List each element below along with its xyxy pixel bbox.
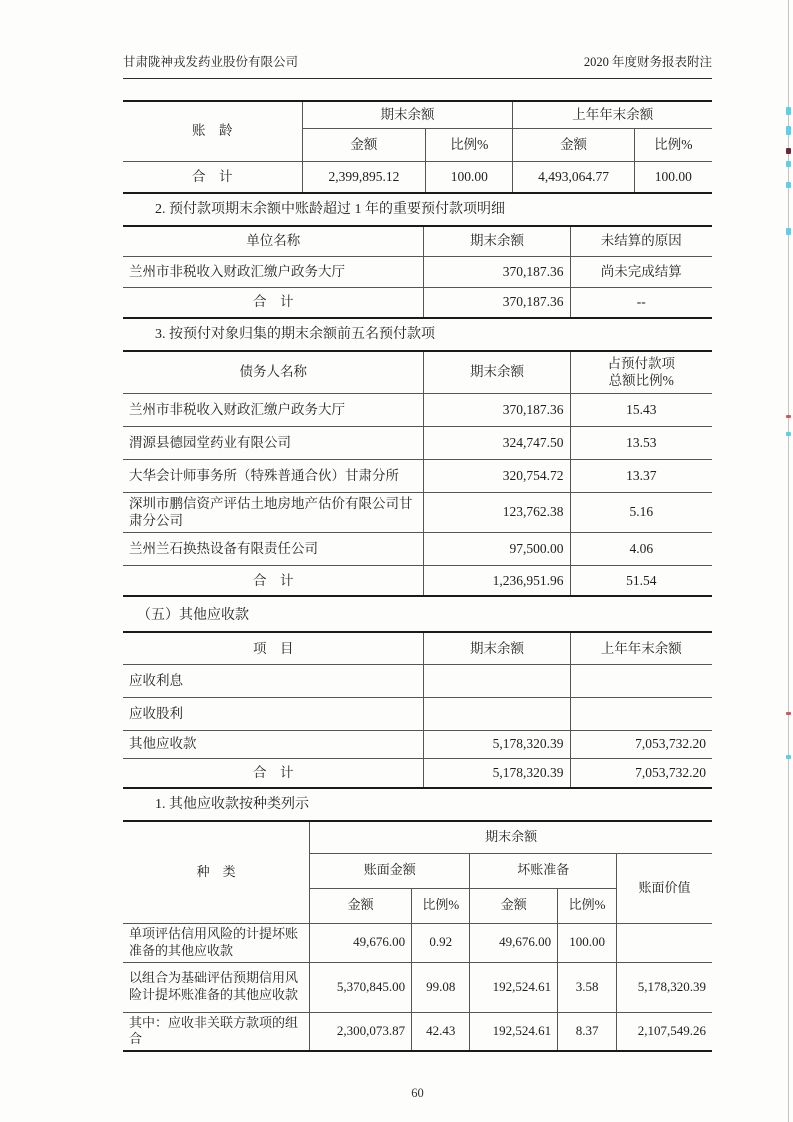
table-header-row	[123, 101, 712, 128]
column-header-book-amount: 账面金额	[310, 853, 470, 888]
cell-type: 单项评估信用风险的计提坏账准备的其他应收款	[123, 923, 310, 962]
cell-item: 应收股利	[123, 697, 424, 730]
table-header-row	[123, 351, 712, 393]
scan-artifact-cyan-tick	[786, 161, 791, 167]
column-header-closing-balance: 期末余额	[424, 226, 570, 256]
scan-artifact-cyan-tick	[786, 107, 791, 115]
section-3-heading: 3. 按预付对象归集的期末余额前五名预付款项	[155, 327, 435, 342]
cell-entity-name: 兰州市非税收入财政汇缴户政务大厅	[123, 256, 424, 287]
cell-amount: 2,300,073.87	[310, 1012, 412, 1051]
scan-artifact-cyan-tick	[786, 228, 791, 235]
column-header-ratio: 比例%	[634, 128, 712, 161]
table-row	[123, 459, 712, 492]
scan-artifact-red-tick	[786, 415, 791, 418]
prepaid-top5-table	[123, 350, 712, 597]
cell-reason: 尚未完成结算	[570, 256, 712, 287]
cell-amount: 370,187.36	[424, 393, 570, 426]
cell-amount: 4,493,064.77	[513, 161, 634, 193]
scan-artifact-red-tick	[786, 712, 791, 715]
cell-ratio: 100.00	[426, 161, 513, 193]
scan-artifact-maroon-tick	[786, 148, 791, 154]
scan-artifact-cyan-tick	[786, 182, 791, 188]
page-number: 60	[411, 1086, 424, 1101]
table-row	[123, 730, 712, 758]
section-5-heading: （五）其他应收款	[137, 608, 249, 624]
cell-amount: 7,053,732.20	[570, 730, 712, 758]
cell-amount	[570, 664, 712, 697]
aging-summary-table	[123, 100, 712, 194]
cell-amount: 370,187.36	[424, 256, 570, 287]
table-row	[123, 532, 712, 565]
ratio-header-line2: 总额比例%	[608, 373, 674, 389]
cell-amount: 49,676.00	[470, 923, 558, 962]
cell-reason: --	[570, 287, 712, 318]
cell-carrying-value: 5,178,320.39	[617, 962, 712, 1012]
column-header-amount: 金额	[302, 128, 426, 161]
column-header-unsettled-reason: 未结算的原因	[570, 226, 712, 256]
column-header-carrying-value: 账面价值	[617, 853, 712, 923]
cell-ratio: 100.00	[558, 923, 617, 962]
cell-amount: 5,178,320.39	[424, 758, 570, 788]
cell-amount: 49,676.00	[310, 923, 412, 962]
cell-ratio: 13.53	[570, 426, 712, 459]
other-receivables-by-type-table	[123, 820, 712, 1052]
column-header-prior-year-balance: 上年年末余额	[570, 632, 712, 664]
table-row	[123, 256, 712, 287]
total-row	[123, 758, 712, 788]
cell-debtor-name: 大华会计师事务所（特殊普通合伙）甘肃分所	[123, 459, 424, 492]
column-header-ratio: 比例%	[558, 888, 617, 923]
column-header-aging: 账 龄	[123, 101, 302, 161]
company-name: 甘肃陇神戎发药业股份有限公司	[123, 55, 299, 69]
column-header-item: 项 目	[123, 632, 424, 664]
cell-type: 其中：应收非关联方款项的组合	[129, 1014, 299, 1047]
document-header	[123, 52, 712, 79]
table-row	[123, 393, 712, 426]
cell-ratio: 3.58	[558, 962, 617, 1012]
table-row	[123, 426, 712, 459]
table-row	[123, 492, 712, 532]
page-content	[123, 0, 712, 1101]
cell-amount: 97,500.00	[424, 532, 570, 565]
column-header-entity-name: 单位名称	[123, 226, 424, 256]
table-header-row	[123, 226, 712, 256]
other-receivables-table	[123, 631, 712, 789]
cell-carrying-value: 2,107,549.26	[617, 1012, 712, 1051]
cell-ratio: 13.37	[570, 459, 712, 492]
total-row	[123, 565, 712, 596]
cell-amount: 320,754.72	[424, 459, 570, 492]
cell-ratio: 15.43	[570, 393, 712, 426]
cell-amount	[424, 697, 570, 730]
cell-carrying-value	[617, 923, 712, 962]
cell-amount	[570, 697, 712, 730]
cell-amount: 370,187.36	[424, 287, 570, 318]
column-header-closing-balance: 期末余额	[424, 632, 570, 664]
cell-type: 以组合为基础评估预期信用风险计提坏账准备的其他应收款	[123, 962, 310, 1012]
column-header-closing-balance: 期末余额	[302, 101, 513, 128]
cell-amount: 7,053,732.20	[570, 758, 712, 788]
cell-amount: 324,747.50	[424, 426, 570, 459]
cell-amount: 5,370,845.00	[310, 962, 412, 1012]
cell-item: 其他应收款	[123, 730, 424, 758]
table-row	[123, 923, 712, 962]
cell-item: 应收利息	[123, 664, 424, 697]
cell-ratio: 100.00	[634, 161, 712, 193]
scan-artifact-cyan-tick	[786, 755, 791, 759]
scan-artifact-cyan-tick	[786, 432, 791, 436]
cell-amount	[424, 664, 570, 697]
column-header-type: 种 类	[123, 821, 310, 923]
cell-debtor-name: 深圳市鹏信资产评估土地房地产估价有限公司甘肃分公司	[123, 492, 424, 532]
column-header-closing-balance: 期末余额	[310, 821, 712, 853]
total-label: 合 计	[252, 765, 294, 781]
cell-amount: 123,762.38	[424, 492, 570, 532]
table-header-row	[123, 821, 712, 853]
scan-edge-line	[788, 0, 789, 1122]
total-label: 合 计	[252, 572, 294, 588]
column-header-amount: 金额	[513, 128, 634, 161]
table-row	[123, 962, 712, 1012]
cell-amount: 192,524.61	[470, 1012, 558, 1051]
table-header-row	[123, 632, 712, 664]
column-header-ratio-of-total	[570, 351, 712, 393]
column-header-debtor-name: 债务人名称	[123, 351, 424, 393]
column-header-prior-year-balance: 上年年末余额	[513, 101, 712, 128]
column-header-ratio: 比例%	[412, 888, 470, 923]
column-header-closing-balance: 期末余额	[424, 351, 570, 393]
cell-debtor-name: 兰州兰石换热设备有限责任公司	[123, 532, 424, 565]
section-5-1-heading: 1. 其他应收款按种类列示	[155, 797, 309, 813]
scan-artifact-cyan-tick	[786, 126, 791, 135]
table-row	[123, 1012, 712, 1051]
column-header-amount: 金额	[310, 888, 412, 923]
cell-ratio: 4.06	[570, 532, 712, 565]
total-label: 合 计	[252, 294, 294, 310]
column-header-ratio: 比例%	[426, 128, 513, 161]
cell-amount: 5,178,320.39	[424, 730, 570, 758]
cell-ratio: 0.92	[412, 923, 470, 962]
table-row	[123, 664, 712, 697]
cell-ratio: 51.54	[570, 565, 712, 596]
table-row	[123, 697, 712, 730]
column-header-bad-debt-provision: 坏账准备	[470, 853, 617, 888]
cell-debtor-name: 兰州市非税收入财政汇缴户政务大厅	[123, 393, 424, 426]
total-row	[123, 287, 712, 318]
cell-ratio: 8.37	[558, 1012, 617, 1051]
cell-ratio: 5.16	[570, 492, 712, 532]
total-label: 合 计	[192, 168, 233, 184]
cell-ratio: 42.43	[412, 1012, 470, 1051]
cell-amount: 1,236,951.96	[424, 565, 570, 596]
report-title: 2020 年度财务报表附注	[583, 55, 712, 69]
cell-debtor-name: 渭源县德园堂药业有限公司	[123, 426, 424, 459]
total-row	[123, 161, 712, 193]
cell-amount: 2,399,895.12	[302, 161, 426, 193]
ratio-header-line1: 占预付款项	[607, 355, 676, 371]
cell-ratio: 99.08	[412, 962, 470, 1012]
cell-amount: 192,524.61	[470, 962, 558, 1012]
section-2-heading: 2. 预付款项期末余额中账龄超过 1 年的重要预付款项明细	[155, 202, 505, 217]
prepaid-over-1y-table	[123, 225, 712, 319]
column-header-amount: 金额	[470, 888, 558, 923]
